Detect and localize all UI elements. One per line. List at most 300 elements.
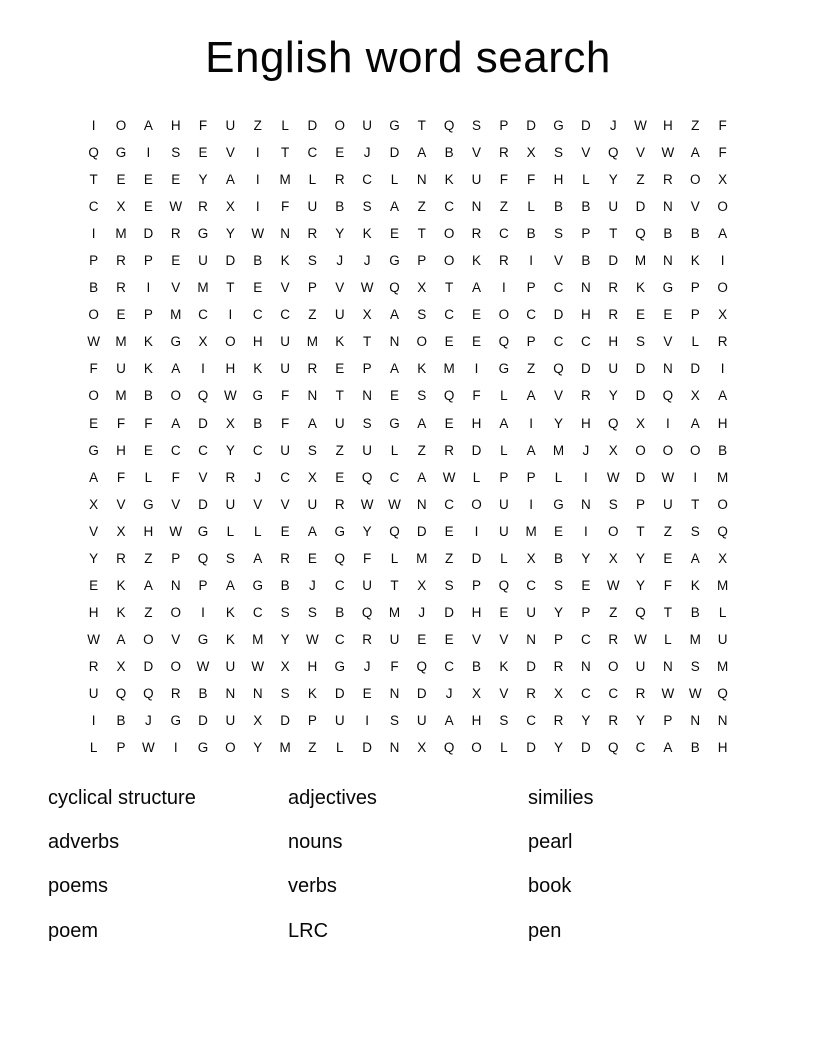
grid-cell: U xyxy=(608,199,619,215)
grid-cell: J xyxy=(418,604,426,620)
grid-cell: P xyxy=(198,577,208,593)
grid-cell: L xyxy=(144,469,153,485)
grid-cell: X xyxy=(554,685,564,701)
grid-cell: W xyxy=(87,334,101,350)
grid-cell: X xyxy=(280,658,290,674)
grid-cell: S xyxy=(389,713,399,729)
grid-cell: K xyxy=(225,604,235,620)
word-list-item: LRC xyxy=(288,919,329,942)
grid-cell: B xyxy=(253,253,263,269)
grid-cell: X xyxy=(608,442,618,458)
grid-cell: H xyxy=(608,334,619,350)
grid-cell: Y xyxy=(554,604,564,620)
grid-row xyxy=(80,491,737,518)
grid-cell: E xyxy=(499,604,509,620)
grid-cell: X xyxy=(116,658,126,674)
grid-cell: V xyxy=(690,199,700,215)
grid-cell: V xyxy=(198,469,208,485)
grid-cell: U xyxy=(389,631,400,647)
grid-row xyxy=(80,653,737,680)
grid-cell: R xyxy=(580,388,591,404)
grid-cell: O xyxy=(170,658,181,674)
grid-cell: A xyxy=(307,523,317,539)
grid-cell: Q xyxy=(361,469,373,485)
grid-cell: P xyxy=(690,307,700,323)
grid-cell: O xyxy=(471,496,482,512)
grid-cell: O xyxy=(471,740,482,756)
grid-cell: L xyxy=(226,523,235,539)
grid-cell: A xyxy=(89,469,99,485)
grid-cell: J xyxy=(144,713,152,729)
grid-cell: U xyxy=(526,604,537,620)
grid-cell: X xyxy=(526,550,536,566)
grid-cell: Y xyxy=(225,442,235,458)
grid-cell: U xyxy=(280,442,290,458)
grid-cell: A xyxy=(143,118,153,133)
grid-cell: N xyxy=(580,280,591,296)
grid-cell: D xyxy=(334,685,345,701)
grid-cell: Y xyxy=(608,388,618,404)
grid-cell: W xyxy=(606,577,620,593)
grid-cell: Q xyxy=(389,523,400,539)
grid-cell: A xyxy=(718,226,728,242)
grid-cell: V xyxy=(663,334,673,350)
grid-cell: D xyxy=(580,118,591,133)
grid-cell: R xyxy=(444,442,455,458)
grid-cell: D xyxy=(444,604,455,620)
grid-cell: B xyxy=(690,740,700,756)
grid-cell: M xyxy=(716,658,729,674)
grid-cell: P xyxy=(307,713,317,729)
grid-cell: E xyxy=(253,280,263,296)
grid-cell: N xyxy=(389,740,400,756)
grid-cell: X xyxy=(690,388,700,404)
word-list-item: pen xyxy=(528,919,562,942)
grid-cell: M xyxy=(716,469,729,485)
grid-cell: B xyxy=(198,685,208,701)
grid-cell: C xyxy=(635,740,646,756)
grid-cell: I xyxy=(91,226,96,242)
grid-cell: R xyxy=(608,713,619,729)
grid-cell: B xyxy=(581,199,591,215)
grid-cell: R xyxy=(198,199,208,215)
grid-cell: H xyxy=(471,713,482,729)
grid-cell: P xyxy=(116,740,126,756)
grid-cell: O xyxy=(225,334,236,350)
grid-cell: H xyxy=(225,361,236,377)
grid-cell: F xyxy=(527,172,536,188)
grid-cell: I xyxy=(228,307,233,323)
grid-row xyxy=(80,734,737,761)
grid-cell: L xyxy=(390,442,399,458)
grid-cell: S xyxy=(417,307,427,323)
grid-cell: E xyxy=(444,631,454,647)
grid-cell: U xyxy=(307,199,318,215)
grid-cell: W xyxy=(634,118,647,133)
grid-cell: S xyxy=(554,577,564,593)
grid-cell: F xyxy=(499,172,508,188)
grid-cell: O xyxy=(334,118,346,133)
grid-cell: S xyxy=(307,253,317,269)
grid-cell: J xyxy=(363,658,371,674)
grid-cell: O xyxy=(717,280,728,296)
grid-cell: S xyxy=(171,145,181,161)
grid-cell: Y xyxy=(636,713,646,729)
grid-cell: G xyxy=(115,145,127,161)
grid-cell: K xyxy=(335,334,345,350)
grid-cell: D xyxy=(471,442,482,458)
grid-cell: U xyxy=(280,361,290,377)
grid-cell: V xyxy=(581,145,591,161)
grid-cell: A xyxy=(307,415,317,431)
grid-cell: E xyxy=(335,145,345,161)
grid-cell: K xyxy=(444,172,454,188)
grid-cell: S xyxy=(362,199,372,215)
grid-cell: D xyxy=(143,658,154,674)
grid-cell: K xyxy=(307,685,317,701)
grid-cell: C xyxy=(334,577,345,593)
grid-cell: N xyxy=(717,713,728,729)
grid-row xyxy=(80,464,737,491)
grid-cell: N xyxy=(663,253,673,269)
grid-cell: M xyxy=(279,740,291,756)
grid-cell: E xyxy=(444,523,454,539)
grid-cell: Q xyxy=(717,523,728,539)
grid-cell: A xyxy=(389,307,399,323)
grid-cell: N xyxy=(307,388,318,404)
grid-cell: P xyxy=(663,713,673,729)
grid-cell: N xyxy=(252,685,263,701)
grid-cell: E xyxy=(663,307,673,323)
grid-cell: O xyxy=(170,604,181,620)
grid-cell: E xyxy=(471,334,481,350)
grid-cell: N xyxy=(280,226,290,242)
grid-cell: T xyxy=(445,280,454,296)
grid-cell: T xyxy=(280,145,290,161)
grid-cell: T xyxy=(226,280,235,296)
grid-cell: H xyxy=(553,172,564,188)
grid-cell: L xyxy=(582,172,590,188)
grid-cell: B xyxy=(690,226,700,242)
grid-cell: L xyxy=(253,523,262,539)
grid-cell: F xyxy=(718,118,727,133)
grid-cell: I xyxy=(529,415,534,431)
grid-cell: O xyxy=(498,307,510,323)
grid-cell: C xyxy=(580,631,591,647)
grid-row xyxy=(80,355,737,382)
grid-cell: S xyxy=(554,145,564,161)
grid-cell: T xyxy=(417,226,426,242)
grid-cell: E xyxy=(362,685,372,701)
grid-cell: B xyxy=(143,388,153,404)
grid-cell: X xyxy=(362,307,372,323)
grid-cell: M xyxy=(525,523,537,539)
grid-cell: O xyxy=(88,388,99,404)
grid-cell: S xyxy=(636,334,646,350)
grid-cell: C xyxy=(526,577,537,593)
grid-row xyxy=(80,139,737,166)
grid-cell: V xyxy=(89,523,99,539)
grid-cell: U xyxy=(280,334,290,350)
grid-cell: Y xyxy=(636,550,646,566)
grid-cell: P xyxy=(526,469,536,485)
grid-cell: Q xyxy=(635,604,646,620)
grid-cell: B xyxy=(718,442,728,458)
grid-cell: X xyxy=(116,199,126,215)
grid-cell: S xyxy=(225,550,235,566)
grid-cell: J xyxy=(363,253,371,269)
grid-cell: E xyxy=(89,577,99,593)
grid-cell: X xyxy=(89,496,99,512)
grid-cell: E xyxy=(198,145,208,161)
grid-cell: Y xyxy=(608,172,618,188)
grid-cell: D xyxy=(198,713,208,729)
grid-cell: I xyxy=(146,145,151,161)
grid-cell: Q xyxy=(416,658,428,674)
grid-cell: W xyxy=(360,280,374,296)
grid-cell: C xyxy=(252,307,263,323)
grid-cell: B xyxy=(581,253,591,269)
grid-cell: B xyxy=(116,713,126,729)
grid-cell: E xyxy=(663,550,673,566)
grid-cell: P xyxy=(89,253,99,269)
grid-cell: X xyxy=(471,685,481,701)
grid-cell: L xyxy=(664,631,672,647)
grid-cell: N xyxy=(170,577,181,593)
grid-cell: B xyxy=(526,226,536,242)
grid-cell: N xyxy=(389,334,400,350)
grid-cell: H xyxy=(717,415,728,431)
grid-cell: M xyxy=(443,361,455,377)
grid-cell: A xyxy=(417,469,427,485)
grid-cell: W xyxy=(661,685,675,701)
grid-cell: D xyxy=(280,713,290,729)
grid-cell: O xyxy=(88,307,99,323)
grid-cell: F xyxy=(116,415,126,431)
grid-cell: E xyxy=(554,523,564,539)
grid-cell: Y xyxy=(253,740,263,756)
grid-cell: W xyxy=(224,388,237,404)
grid-cell: X xyxy=(307,469,317,485)
grid-cell: F xyxy=(472,388,481,404)
grid-cell: Q xyxy=(607,415,619,431)
grid-cell: X xyxy=(526,145,536,161)
grid-cell: O xyxy=(717,496,728,512)
grid-cell: L xyxy=(500,740,508,756)
grid-cell: A xyxy=(225,172,235,188)
grid-cell: K xyxy=(471,253,481,269)
grid-cell: P xyxy=(171,550,181,566)
grid-cell: J xyxy=(254,469,262,485)
grid-cell: R xyxy=(116,253,126,269)
grid-cell: Z xyxy=(335,442,344,458)
grid-cell: S xyxy=(690,523,700,539)
grid-cell: N xyxy=(580,496,591,512)
grid-cell: T xyxy=(417,118,426,133)
grid-cell: K xyxy=(143,361,153,377)
grid-cell: U xyxy=(717,631,728,647)
grid-cell: O xyxy=(689,442,701,458)
grid-row xyxy=(80,166,737,193)
grid-cell: I xyxy=(91,713,96,729)
grid-cell: P xyxy=(554,631,564,647)
grid-cell: T xyxy=(89,172,98,188)
grid-cell: V xyxy=(471,145,481,161)
grid-cell: Y xyxy=(362,523,372,539)
grid-cell: N xyxy=(690,713,701,729)
grid-cell: U xyxy=(663,496,673,512)
grid-cell: Y xyxy=(636,577,646,593)
grid-cell: N xyxy=(663,199,673,215)
grid-cell: A xyxy=(526,442,536,458)
grid-cell: N xyxy=(416,172,427,188)
grid-cell: N xyxy=(389,685,400,701)
grid-cell: G xyxy=(197,226,209,242)
grid-cell: G xyxy=(197,631,209,647)
grid-cell: Q xyxy=(635,226,646,242)
grid-cell: G xyxy=(553,118,564,133)
grid-cell: Z xyxy=(445,550,454,566)
grid-cell: Q xyxy=(197,388,209,404)
grid-cell: U xyxy=(334,307,345,323)
word-list-item: book xyxy=(528,875,572,898)
grid-cell: N xyxy=(362,388,372,404)
grid-cell: F xyxy=(116,469,126,485)
grid-cell: R xyxy=(471,226,482,242)
grid-cell: E xyxy=(444,334,454,350)
grid-cell: W xyxy=(606,469,620,485)
grid-cell: C xyxy=(252,604,263,620)
grid-cell: C xyxy=(307,145,318,161)
word-list-item: cyclical structure xyxy=(48,786,196,809)
grid-cell: L xyxy=(527,199,535,215)
grid-cell: V xyxy=(171,631,181,647)
grid-cell: K xyxy=(499,658,509,674)
grid-cell: R xyxy=(608,280,619,296)
grid-row xyxy=(80,437,737,464)
grid-cell: E xyxy=(143,172,153,188)
grid-cell: A xyxy=(471,280,481,296)
grid-cell: M xyxy=(388,604,401,620)
grid-cell: C xyxy=(334,631,345,647)
grid-cell: R xyxy=(170,685,181,701)
grid-row xyxy=(80,220,737,247)
grid-cell: O xyxy=(717,199,728,215)
grid-row xyxy=(80,572,737,599)
grid-cell: F xyxy=(280,199,290,215)
grid-cell: U xyxy=(88,685,99,701)
grid-cell: T xyxy=(691,496,700,512)
grid-cell: H xyxy=(471,604,482,620)
grid-cell: D xyxy=(198,496,208,512)
grid-cell: O xyxy=(443,226,455,242)
grid-cell: I xyxy=(91,118,96,133)
grid-cell: X xyxy=(718,307,728,323)
grid-row xyxy=(80,193,737,220)
grid-cell: Q xyxy=(443,388,455,404)
grid-cell: U xyxy=(225,118,236,133)
grid-cell: L xyxy=(281,118,289,133)
grid-cell: H xyxy=(580,307,591,323)
grid-cell: X xyxy=(253,713,263,729)
grid-cell: B xyxy=(554,550,564,566)
grid-cell: N xyxy=(663,658,673,674)
word-list-item: verbs xyxy=(288,875,337,898)
grid-cell: F xyxy=(718,145,727,161)
grid-cell: H xyxy=(143,523,154,539)
grid-cell: V xyxy=(171,280,181,296)
grid-cell: D xyxy=(225,253,236,269)
grid-cell: H xyxy=(580,415,591,431)
grid-cell: I xyxy=(529,496,534,512)
grid-row xyxy=(80,518,737,545)
grid-cell: C xyxy=(389,469,400,485)
grid-row xyxy=(80,545,737,572)
grid-cell: U xyxy=(416,713,427,729)
grid-cell: R xyxy=(635,685,646,701)
grid-cell: I xyxy=(474,361,479,377)
grid-cell: R xyxy=(280,550,290,566)
grid-cell: F xyxy=(663,577,673,593)
grid-row xyxy=(80,626,737,653)
grid-row xyxy=(80,382,737,409)
grid-cell: P xyxy=(581,604,591,620)
grid-cell: Q xyxy=(498,334,510,350)
grid-cell: Q xyxy=(553,361,564,377)
grid-cell: I xyxy=(583,523,588,539)
grid-cell: K xyxy=(417,361,427,377)
grid-cell: A xyxy=(143,577,153,593)
grid-cell: H xyxy=(116,442,126,458)
word-list-item: similies xyxy=(528,786,594,809)
grid-cell: G xyxy=(662,280,674,296)
grid-cell: Q xyxy=(498,577,510,593)
grid-cell: P xyxy=(362,361,372,377)
grid-cell: U xyxy=(608,361,619,377)
grid-cell: N xyxy=(663,361,673,377)
grid-cell: I xyxy=(583,469,588,485)
grid-cell: E xyxy=(335,361,345,377)
grid-cell: W xyxy=(388,496,401,512)
grid-cell: B xyxy=(335,604,345,620)
grid-cell: U xyxy=(635,658,646,674)
grid-cell: T xyxy=(362,334,372,350)
word-list-item: poems xyxy=(48,875,109,898)
grid-cell: S xyxy=(608,496,618,512)
grid-cell: D xyxy=(635,388,646,404)
grid-row xyxy=(80,328,737,355)
grid-cell: D xyxy=(608,253,619,269)
grid-cell: M xyxy=(306,334,319,350)
grid-cell: E xyxy=(636,307,646,323)
grid-cell: D xyxy=(580,740,591,756)
grid-cell: I xyxy=(720,361,725,377)
grid-cell: G xyxy=(553,496,564,512)
grid-cell: Z xyxy=(636,172,645,188)
grid-cell: A xyxy=(718,388,728,404)
grid-cell: Z xyxy=(144,550,153,566)
grid-cell: L xyxy=(500,442,508,458)
grid-cell: P xyxy=(143,253,153,269)
grid-cell: X xyxy=(417,740,427,756)
grid-cell: M xyxy=(252,631,264,647)
grid-cell: U xyxy=(225,496,236,512)
word-list-item: adverbs xyxy=(48,831,120,854)
grid-cell: D xyxy=(690,361,701,377)
grid-cell: W xyxy=(442,469,456,485)
grid-cell: C xyxy=(88,199,99,215)
grid-cell: Z xyxy=(308,307,317,323)
